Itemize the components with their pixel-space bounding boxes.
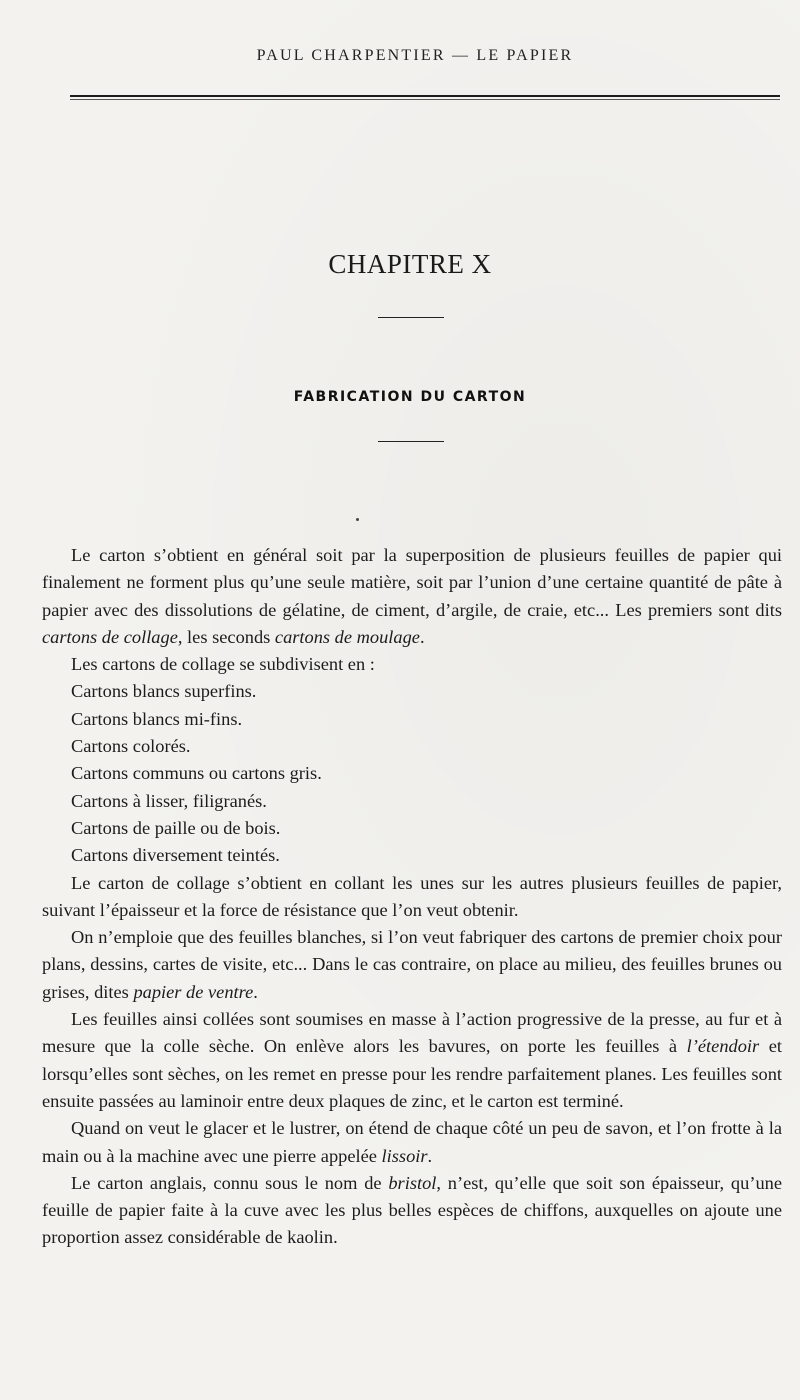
paragraph-glacer-text-a: Quand on veut le glacer et le lustrer, on étend de chaque côté un peu de savon, et l’on frotte à la main ou à la machine avec une pierre appelée	[42, 1118, 782, 1166]
term-cartons-de-collage: cartons de collage	[42, 626, 178, 647]
term-bristol: bristol	[388, 1172, 437, 1193]
paragraph-presse-text-b: et lorsqu’elles sont sèches, on les remet en presse pour les rendre parfaitement planes. Les feuilles sont ensuite passées au laminoir entre deux plaques de zinc, et le carton est terminé.	[42, 1036, 783, 1111]
running-head: PAUL CHARPENTIER — LE PAPIER	[256, 47, 574, 64]
paragraph-bristol-text-b: , n’est, qu’elle que soit son épaisseur, qu’une feuille de papier faite à la cuve avec les plus belles espèces de chiffons, auxquelles on ajoute une proportion assez considérable de kaolin.	[42, 1172, 782, 1248]
paragraph-collage: Le carton de collage s’obtient en collant les unes sur les autres plusieurs feuilles de papier, suivant l’épaisseur et la force de résistance que l’on veut obtenir.	[42, 872, 782, 920]
term-cartons-de-moulage: cartons de moulage	[274, 626, 420, 647]
term-papier-de-ventre: papier de ventre	[133, 981, 254, 1002]
paragraph-intro-text-b: , les seconds	[177, 626, 275, 647]
list-item: Cartons colorés.	[71, 736, 191, 757]
list-item: Cartons de paille ou de bois.	[71, 817, 281, 838]
header-rule-thick	[70, 95, 780, 97]
term-etendoir: l’étendoir	[686, 1036, 760, 1057]
paragraph-intro-text-c: .	[419, 626, 425, 647]
list-item: Cartons blancs mi-fins.	[71, 708, 243, 729]
chapter-title: CHAPITRE X	[328, 249, 492, 279]
paragraph-feuilles-text-a: On n’emploie que des feuilles blanches, si l’on veut fabriquer des cartons de premier choix pour plans, dessins, cartes de visite, etc... Dans le cas contraire, on place au milieu, des feuilles brunes ou grises, dites	[42, 927, 782, 1002]
paragraph-feuilles-text-b: .	[253, 981, 258, 1002]
header-rule-thin	[70, 99, 780, 100]
paragraph-intro-text-a: Le carton s’obtient en général soit par la superposition de plusieurs feuilles de papier qui finalement ne forment plus qu’une seule matière, soit par l’union d’une certaine quantité de pâte à papier avec des dissolutions de gélatine, de ciment, d’argile, de craie, etc... Les premiers sont dits	[42, 545, 782, 620]
term-lissoir: lissoir	[381, 1145, 428, 1166]
paragraph-presse	[42, 1006, 782, 1115]
paragraph-presse-text-a: Les feuilles ainsi collées sont soumises en masse à l’action progressive de la presse, au fur et à mesure que la colle sèche. On enlève alors les bavures, on porte les feuilles à	[42, 1009, 782, 1057]
section-title: FABRICATION DU CARTON	[293, 389, 527, 405]
chapter-title-rule	[378, 317, 444, 318]
list-item: Cartons blancs superfins.	[71, 681, 257, 702]
section-title-rule	[378, 441, 444, 442]
paragraph-bristol-text-a: Le carton anglais, connu sous le nom de	[71, 1172, 389, 1193]
paragraph-intro	[42, 542, 782, 651]
body-text	[42, 542, 782, 1252]
list-item: Cartons diversement teintés.	[71, 845, 280, 866]
ornament-dot	[356, 518, 359, 521]
list-item: Cartons communs ou cartons gris.	[71, 763, 322, 784]
paragraph-glacer	[42, 1115, 782, 1170]
paragraph-glacer-text-b: .	[427, 1145, 433, 1166]
paragraph-bristol	[42, 1170, 782, 1252]
paragraph-feuilles-blanches	[42, 924, 782, 1006]
paragraph-subdivision: Les cartons de collage se subdivisent en :	[71, 654, 375, 675]
list-item: Cartons à lisser, filigranés.	[71, 790, 267, 811]
